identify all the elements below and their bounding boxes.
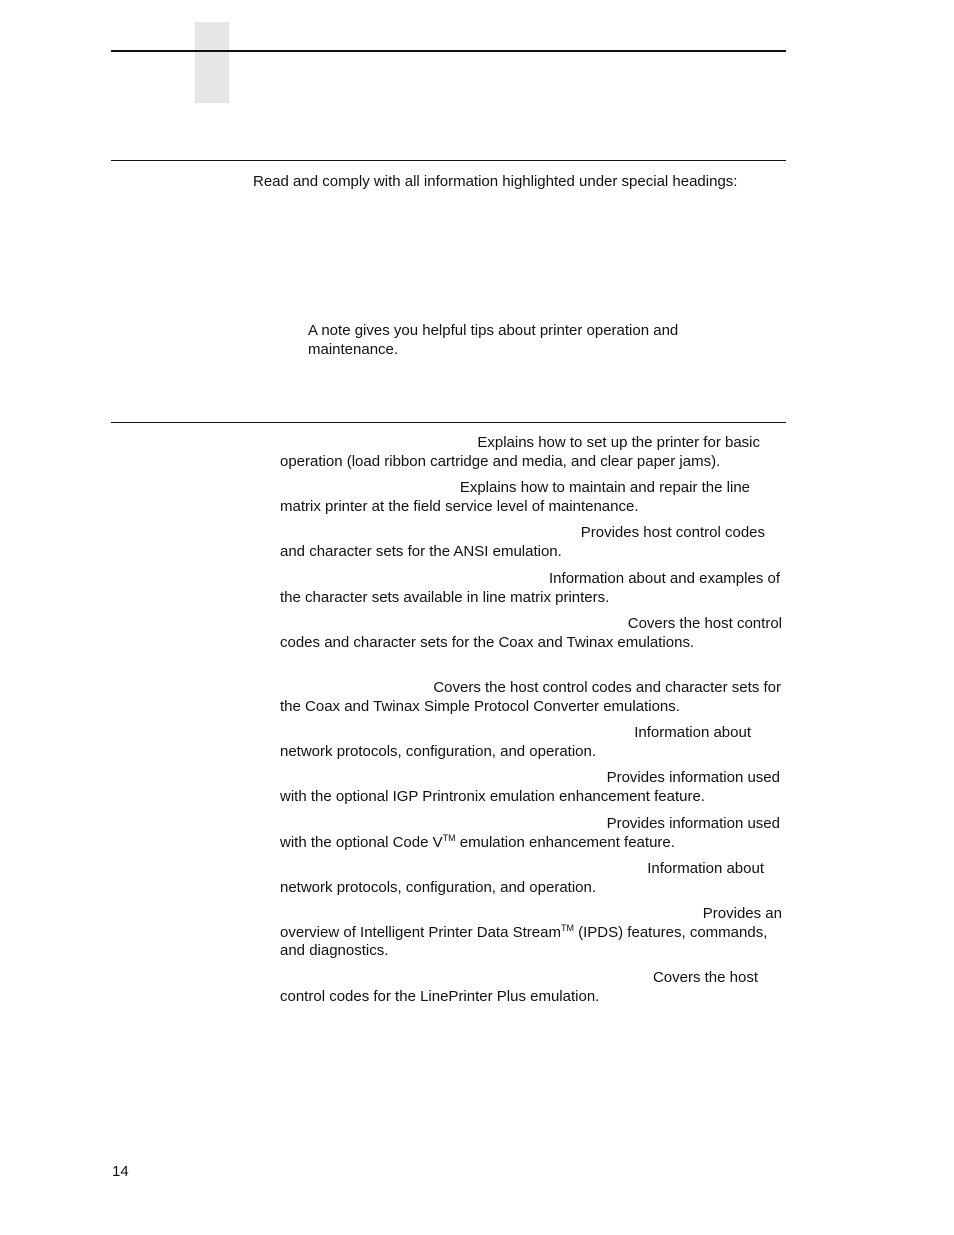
doc-entry-maintenance: Explains how to maintain and repair the line matrix printer at the field service level of maintenance. [280,479,750,515]
doc-entry-code-v: Provides information used with the optional Code V™ emulation enhancement feature. [280,815,780,851]
doc-entry-coax-twinax: Covers the host control codes and character sets for the Coax and Twinax emulations. [280,615,782,651]
doc-entry-setup: Explains how to set up the printer for basic operation (load ribbon cartridge and media, and clear paper jams). [280,434,760,470]
section-rule [111,160,786,161]
page-number: 14 [112,1163,129,1180]
doc-entry-ansi: Provides host control codes and character sets for the ANSI emulation. [280,524,765,560]
header-rule [111,50,786,52]
chapter-tab [195,22,229,103]
doc-entry-network-2: Information about network protocols, configuration, and operation. [280,860,764,896]
doc-entry-simple-protocol: Covers the host control codes and character sets for the Coax and Twinax Simple Protocol Converter emulations. [280,679,781,715]
trademark-mark: TM [442,832,456,843]
doc-entry-lineprinter-plus: Covers the host control codes for the LinePrinter Plus emulation. [280,969,758,1005]
section-rule-2 [111,422,786,423]
doc-entry-network-1: Information about network protocols, configuration, and operation. [280,724,751,760]
trademark-mark: TM [560,922,574,933]
doc-entry-character-sets: Information about and examples of the character sets available in line matrix printers. [280,570,780,606]
doc-entry-ipds: Provides an overview of Intelligent Printer Data Stream™ (IPDS) features, commands, and diagnostics. [280,905,782,959]
intro-text: Read and comply with all information highlighted under special headings: [253,173,738,190]
doc-entry-igp: Provides information used with the optional IGP Printronix emulation enhancement feature. [280,769,780,805]
note-text: A note gives you helpful tips about printer operation and maintenance. [308,322,679,358]
